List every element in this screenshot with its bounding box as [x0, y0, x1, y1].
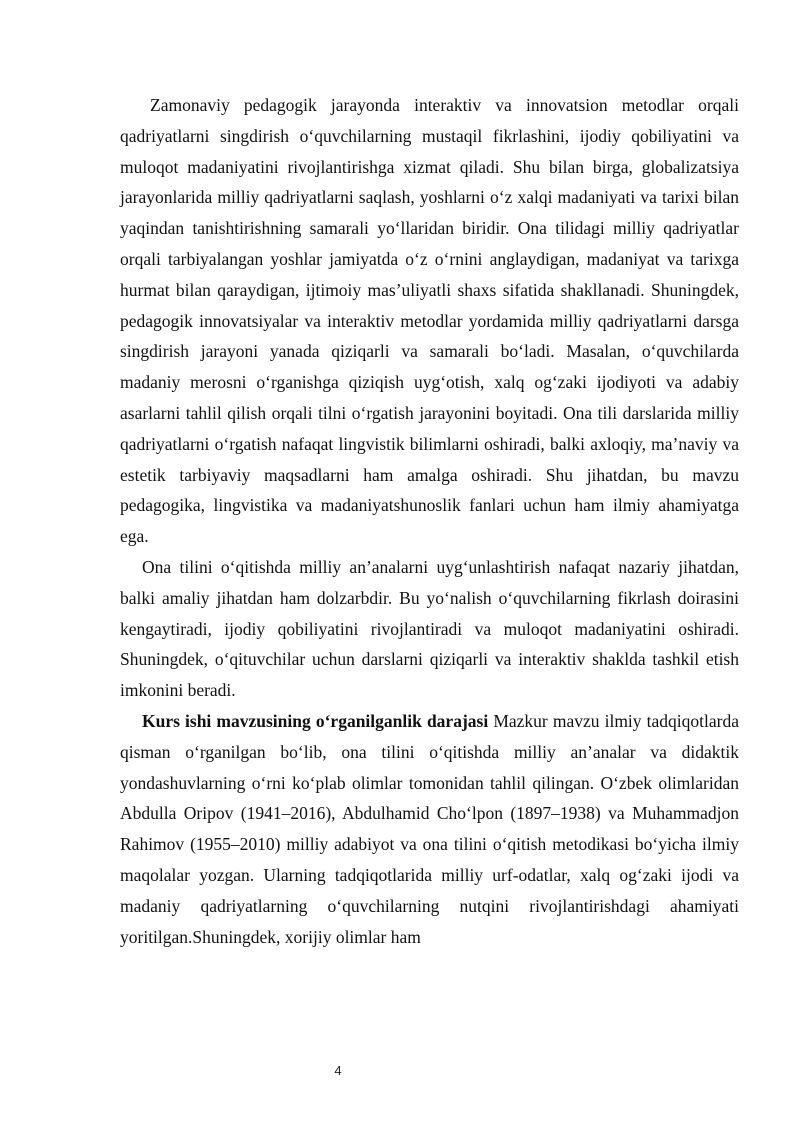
paragraph-intro-text: Zamonaviy pedagogik jarayonda interaktiv va innovatsion metodlar orqali qadriyatlarni singdirish o‘quvchilarning mustaqil fikrlashini, ijodiy qobiliyatini va muloqot madaniyatini rivojlantirishga xizmat qiladi. Shu bilan birga, globalizatsiya jarayonlarida milliy qadriyatlarni saqlash, yoshlarni o‘z xalqi madaniyati va tarixi bilan yaqindan tanishtirishning samarali yo‘llaridan biridir. Ona tilidagi milliy qadriyatlar orqali tarbiyalangan yoshlar jamiyatda o‘z o‘rnini anglaydigan, madaniyat va tarixga hurmat bilan qaraydigan, ijtimoiy mas’uliyatli shaxs sifatida shakllanadi. Shuningdek, pedagogik innovatsiyalar va interaktiv metodlar yordamida milliy qadriyatlarni darsga singdirish jarayoni yanada qiziqarli va samarali bo‘ladi. Masalan, o‘quvchilarda madaniy merosni o‘rganishga qiziqish uyg‘otish, xalq og‘zaki ijodiyoti va adabiy asarlarni tahlil qilish orqali tilni o‘rgatish jarayonini boyitadi. Ona tili darslarida milliy qadriyatlarni o‘rgatish nafaqat lingvistik bilimlarni oshiradi, balki axloqiy, ma’naviy va estetik tarbiyaviy maqsadlarni ham amalga oshiradi. Shu jihatdan, bu mavzu pedagogika, lingvistika va madaniyatshunoslik fanlari uchun ham ilmiy ahamiyatga ega. [120, 95, 739, 547]
paragraph-study-level-text: Mazkur mavzu ilmiy tadqiqotlarda qisman o‘rganilgan bo‘lib, ona tilini o‘qitishda milliy an’analar va didaktik yondashuvlarning o‘rni ko‘plab olimlar tomonidan tahlil qilingan. O‘zbek olimlaridan Abdulla Oripov (1941–2016), Abdulhamid Cho‘lpon (1897–1938) va Muhammadjon Rahimov (1955–2010) milliy adabiyot va ona tilini o‘qitish metodikasi bo‘yicha ilmiy maqolalar yozgan. Ularning tadqiqotlarida milliy urf-odatlar, xalq og‘zaki ijodi va madaniy qadriyatlarning o‘quvchilarning nutqini rivojlantirishdagi ahamiyati yoritilgan.Shuningdek, xorijiy olimlar ham [120, 710, 739, 947]
page-number: 4 [334, 1063, 342, 1078]
section-heading-inline: Kurs ishi mavzusining o‘rganilganlik darajasi [142, 710, 489, 731]
paragraph-study-level [120, 706, 739, 952]
paragraph-relevance-text: Ona tilini o‘qitishda milliy an’analarni uyg‘unlashtirish nafaqat nazariy jihatdan, balki amaliy jihatdan ham dolzarbdir. Bu yo‘nalish o‘quvchilarning fikrlash doirasini kengaytiradi, ijodiy qobiliyatini rivojlantiradi va muloqot madaniyatini oshiradi. Shuningdek, o‘qituvchilar uchun darslarni qiziqarli va interaktiv shaklda tashkil etish imkonini beradi. [120, 556, 739, 701]
paragraph-intro [120, 90, 739, 552]
paragraph-relevance [120, 552, 739, 706]
document-body [120, 90, 739, 952]
